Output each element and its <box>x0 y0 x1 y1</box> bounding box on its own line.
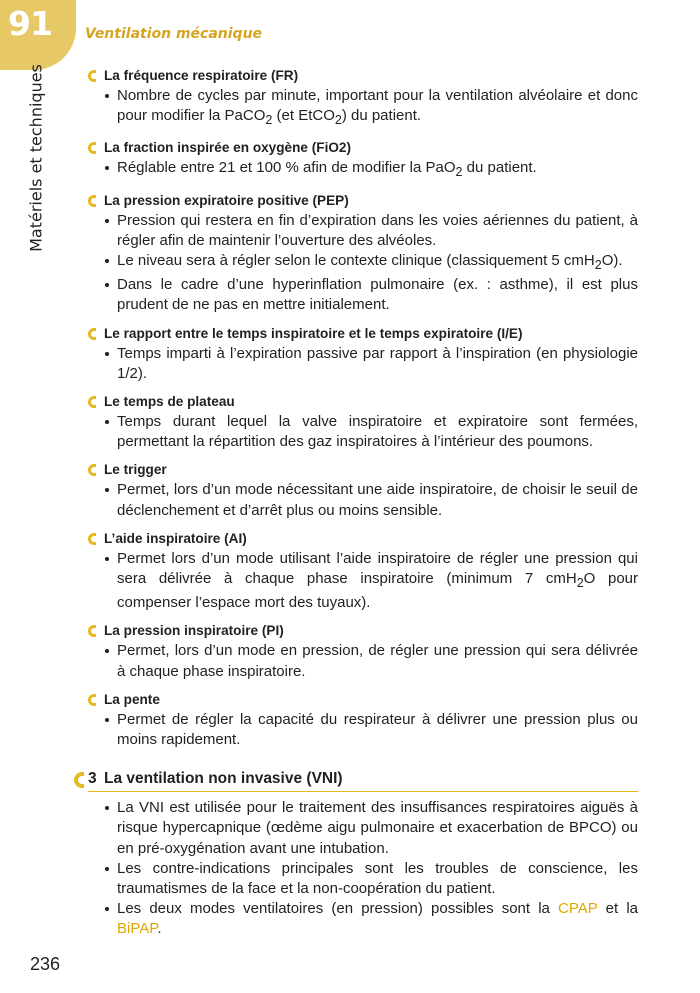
section-number: 3 <box>88 770 97 788</box>
page-number: 236 <box>30 954 61 974</box>
running-title: Ventilation mécanique <box>85 26 263 42</box>
bullet-icon <box>105 166 109 170</box>
setting-item <box>88 324 638 384</box>
setting-heading: La pente <box>88 690 638 710</box>
section-marker-icon <box>88 464 96 476</box>
bullet-icon <box>105 352 109 356</box>
section-marker-icon <box>88 70 96 82</box>
side-section-label: Matériels et techniques <box>26 64 46 252</box>
section-marker-icon <box>74 772 84 788</box>
keyword-cpap: CPAP <box>558 900 598 918</box>
section-marker-icon <box>88 396 96 408</box>
section-marker-icon <box>88 142 96 154</box>
setting-heading: La pression expiratoire positive (PEP) <box>88 191 638 211</box>
bullet-icon <box>105 488 109 492</box>
setting-item <box>88 690 638 750</box>
bullet-item: Le niveau sera à régler selon le contexte clinique (classiquement 5 cmH$_2$O). <box>88 251 638 275</box>
setting-heading: Le temps de plateau <box>88 392 638 412</box>
bullet-item: Les contre-indications principales sont les troubles de conscience, les traumatismes de la face et la non-coopération du patient. <box>88 859 638 899</box>
section-marker-icon <box>88 694 96 706</box>
bullet-icon <box>105 219 109 223</box>
bullet-icon <box>105 718 109 722</box>
bullet-icon <box>105 867 109 871</box>
chapter-badge <box>0 0 76 70</box>
section-marker-icon <box>88 625 96 637</box>
setting-item <box>88 460 638 520</box>
bullet-icon <box>105 259 109 263</box>
bullet-item: Pression qui restera en fin d’expiration dans les voies aériennes du patient, à régler afin de maintenir l’ouverture des alvéoles. <box>88 211 638 251</box>
keyword-bipap: BiPAP <box>117 920 158 938</box>
setting-item <box>88 191 638 316</box>
bullet-item: Permet, lors d’un mode nécessitant une aide inspiratoire, de choisir le seuil de déclenchement et d’arrêt plus ou moins sensible. <box>88 480 638 520</box>
bullet-item: La VNI est utilisée pour le traitement des insuffisances respiratoires aiguës à risque hypercapnique (œdème aigu pulmonaire et exacerbation de BPCO) ou en pré-oxygénation avant une intubation. <box>88 798 638 859</box>
section-heading-vni <box>88 770 638 792</box>
bullet-item: Nombre de cycles par minute, important pour la ventilation alvéolaire et donc pour modifier la PaCO$_2$ (et EtCO$_2$) du patient. <box>88 86 638 130</box>
setting-heading: La fréquence respiratoire (FR) <box>88 66 638 86</box>
bullet-item: Permet, lors d’un mode en pression, de régler une pression qui sera délivrée à chaque phase inspiratoire. <box>88 641 638 681</box>
bullet-item: Temps imparti à l’expiration passive par rapport à l’inspiration (en physiologie 1/2). <box>88 344 638 384</box>
section-marker-icon <box>88 533 96 545</box>
bullet-item: Les deux modes ventilatoires (en pression) possibles sont la CPAP et la BiPAP. <box>88 899 638 939</box>
bullet-item: Dans le cadre d’une hyperinflation pulmonaire (ex. : asthme), il est plus prudent de ne pas en mettre initialement. <box>88 275 638 315</box>
setting-item <box>88 392 638 452</box>
section-marker-icon <box>88 195 96 207</box>
bullet-icon <box>105 649 109 653</box>
bullet-item: Permet lors d’un mode utilisant l’aide inspiratoire de régler une pression qui sera délivrée à chaque phase inspiratoire (minimum 7 cmH$_2$O pour compenser l’espace mort des tuyaux). <box>88 549 638 614</box>
setting-item <box>88 529 638 614</box>
bullet-icon <box>105 420 109 424</box>
setting-heading: Le rapport entre le temps inspiratoire et le temps expiratoire (I/E) <box>88 324 638 344</box>
bullet-item: Réglable entre 21 et 100 % afin de modifier la PaO$_2$ du patient. <box>88 158 638 182</box>
bullet-icon <box>105 283 109 287</box>
bullet-icon <box>105 806 109 810</box>
setting-item <box>88 138 638 182</box>
bullet-icon <box>105 94 109 98</box>
bullet-item: Permet de régler la capacité du respirateur à délivrer une pression plus ou moins rapidement. <box>88 710 638 750</box>
setting-heading: Le trigger <box>88 460 638 480</box>
setting-item <box>88 66 638 130</box>
bullet-icon <box>105 907 109 911</box>
section-title: La ventilation non invasive (VNI) <box>104 770 343 788</box>
page-content <box>88 66 638 940</box>
setting-item <box>88 621 638 681</box>
setting-heading: L’aide inspiratoire (AI) <box>88 529 638 549</box>
section-marker-icon <box>88 328 96 340</box>
setting-heading: La pression inspiratoire (PI) <box>88 621 638 641</box>
setting-heading: La fraction inspirée en oxygène (FiO2) <box>88 138 638 158</box>
bullet-icon <box>105 557 109 561</box>
bullet-item: Temps durant lequel la valve inspiratoire et expiratoire sont fermées, permettant la répartition des gaz inspiratoires à l’intérieur des poumons. <box>88 412 638 452</box>
chapter-number: 91 <box>8 4 52 43</box>
vni-list <box>88 798 638 939</box>
